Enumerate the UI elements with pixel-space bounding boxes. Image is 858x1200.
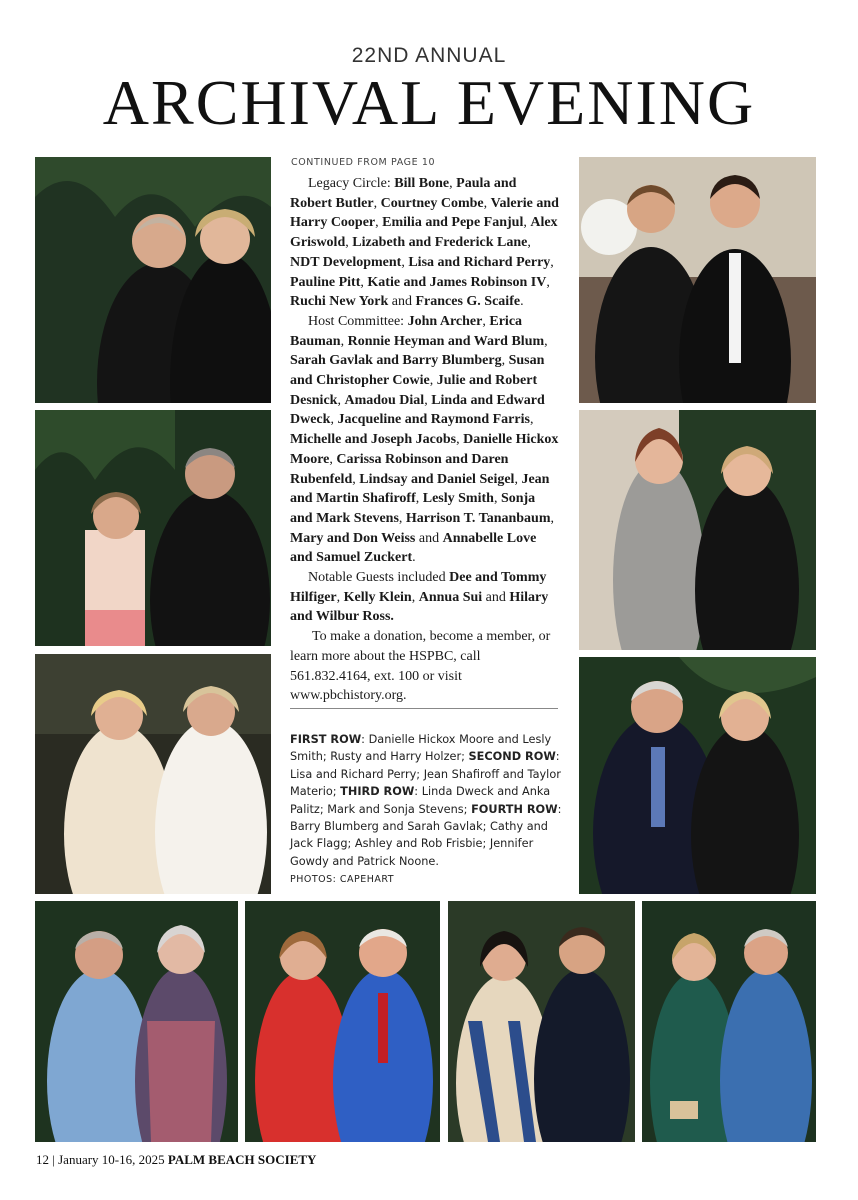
- photo-row2-right: [579, 410, 816, 650]
- photo-row4-1: [35, 901, 238, 1142]
- caption-row-label: SECOND ROW: [468, 750, 556, 764]
- caption-row-label: FIRST ROW: [290, 733, 362, 746]
- page-footer: [36, 1152, 316, 1168]
- honoree-name: Pauline Pitt: [290, 274, 361, 290]
- page-number: 12: [36, 1152, 49, 1167]
- caption-row-label: THIRD ROW: [340, 785, 415, 799]
- honoree-name: Annua Sui: [418, 589, 483, 605]
- publication-name: PALM BEACH SOCIETY: [167, 1152, 317, 1167]
- honoree-name: Mary and Don Weiss: [290, 530, 416, 546]
- honoree-name: Alex Griswold: [290, 215, 558, 251]
- footer-separator: |: [52, 1152, 55, 1167]
- honoree-name: Erica Bauman: [290, 313, 523, 349]
- honoree-name: Danielle Hickox Moore: [290, 432, 559, 467]
- honoree-name: Harrison T. Tananbaum: [405, 510, 551, 526]
- honoree-name: Susan and Christopher Cowie: [290, 353, 545, 389]
- honoree-name: Lesly Smith: [422, 491, 494, 507]
- honoree-name: Valerie and Harry Cooper: [290, 195, 559, 231]
- notable-guests-paragraph: Notable Guests included Dee and Tommy Hilfiger, Kelly Klein, Annua Sui and Hilary and Wilbur Ross.: [290, 570, 549, 625]
- host-committee-paragraph: Host Committee: John Archer, Erica Bauman, Ronnie Heyman and Ward Blum, Sarah Gavlak and Barry Blumberg, Susan and Christopher Cowie, Julie and Robert Desnick, Amadou Dial, Linda and Edward Dweck, Jacqueline and Raymond Farris, Michelle and Joseph Jacobs, Danielle Hickox Moore, Carissa Robinson and Daren Rubenfeld, Lindsay and Daniel Seigel, Jean and Martin Shafiroff, Lesly Smith, Sonja and Mark Stevens, Harrison T. Tananbaum, Mary and Don Weiss and Annabelle Love and Samuel Zuckert.: [290, 313, 559, 566]
- photo-row4-3: [448, 901, 635, 1142]
- honoree-name: Carissa Robinson and Daren Rubenfeld: [290, 451, 509, 487]
- honoree-name: Emilia and Pepe Fanjul: [382, 215, 524, 231]
- honoree-name: Michelle and Joseph Jacobs: [290, 432, 457, 448]
- honoree-name: Ronnie Heyman and Ward Blum: [347, 333, 545, 349]
- divider: [290, 708, 558, 709]
- caption-row-text: : Danielle Hickox Moore and Lesly Smith; Rusty and Harry Holzer;: [290, 733, 552, 764]
- caption-row-label: FOURTH ROW: [471, 802, 558, 816]
- honoree-name: Ruchi New York: [290, 294, 389, 310]
- paragraph-label: Host Committee:: [308, 313, 408, 329]
- honoree-name: Sonja and Mark Stevens: [290, 491, 536, 526]
- article-body: [290, 157, 560, 706]
- honoree-name: Katie and James Robinson IV: [367, 274, 547, 290]
- caption-row-text: : Lisa and Richard Perry; Jean Shafiroff and Taylor Materio;: [290, 750, 561, 799]
- honoree-name: NDT Development: [290, 254, 402, 270]
- honoree-name: Frances G. Scaife: [415, 294, 521, 310]
- honoree-name: Paula and Robert Butler: [290, 176, 517, 211]
- continued-note: CONTINUED FROM PAGE 10: [291, 157, 436, 168]
- honoree-name: Hilary and Wilbur Ross.: [290, 589, 549, 625]
- honoree-name: Jean and Martin Shafiroff: [290, 471, 550, 507]
- honoree-name: Kelly Klein: [343, 589, 412, 605]
- photo-row2-left: [35, 410, 271, 646]
- page-title: ARCHIVAL EVENING: [102, 67, 756, 138]
- honoree-name: Bill Bone: [394, 176, 450, 191]
- paragraph-label: Legacy Circle:: [308, 176, 395, 191]
- photo-caption: [290, 731, 565, 889]
- paragraph-label: Notable Guests included: [308, 570, 450, 586]
- photo-row1-left: [35, 157, 271, 403]
- honoree-name: Julie and Robert Desnick: [290, 373, 538, 408]
- honoree-name: Amadou Dial: [344, 392, 425, 408]
- honoree-name: Lizabeth and Frederick Lane: [352, 235, 528, 251]
- honoree-name: John Archer: [407, 313, 483, 329]
- photo-row3-left: [35, 654, 271, 894]
- honoree-name: Lindsay and Daniel Seigel: [359, 471, 515, 487]
- issue-date: January 10-16, 2025: [58, 1152, 165, 1167]
- photo-row4-4: [642, 901, 816, 1142]
- donation-paragraph: To make a donation, become a member, or learn more about the HSPBC, call 561.832.4164, ext. 100 or visit www.pbchistory.org.: [290, 629, 551, 704]
- photo-row3-right: [579, 657, 816, 894]
- section-kicker: 22ND ANNUAL: [351, 44, 507, 67]
- honoree-name: Annabelle Love and Samuel Zuckert: [290, 530, 537, 566]
- honoree-name: Linda and Edward Dweck: [290, 392, 545, 428]
- honoree-name: Dee and Tommy Hilfiger: [290, 570, 547, 605]
- legacy-circle-paragraph: Legacy Circle: Bill Bone, Paula and Robert Butler, Courtney Combe, Valerie and Harry Cooper, Emilia and Pepe Fanjul, Alex Griswold, Lizabeth and Frederick Lane, NDT Development, Lisa and Richard Perry, Pauline Pitt, Katie and James Robinson IV, Ruchi New York and Frances G. Scaife.: [290, 176, 559, 310]
- photo-row4-2: [245, 901, 440, 1142]
- caption-row-text: : Linda Dweck and Anka Palitz; Mark and Sonja Stevens;: [290, 785, 551, 816]
- honoree-name: Jacqueline and Raymond Farris: [337, 412, 530, 428]
- honoree-name: Lisa and Richard Perry: [408, 254, 551, 270]
- honoree-name: Sarah Gavlak and Barry Blumberg: [290, 353, 502, 369]
- photo-row1-right: [579, 157, 816, 403]
- photo-credit: PHOTOS: CAPEHART: [290, 874, 395, 886]
- honoree-name: Courtney Combe: [380, 195, 484, 211]
- caption-row-text: : Barry Blumberg and Sarah Gavlak; Cathy and Jack Flagg; Ashley and Rob Frisbie; Jennifer Gowdy and Patrick Noone.: [290, 802, 562, 868]
